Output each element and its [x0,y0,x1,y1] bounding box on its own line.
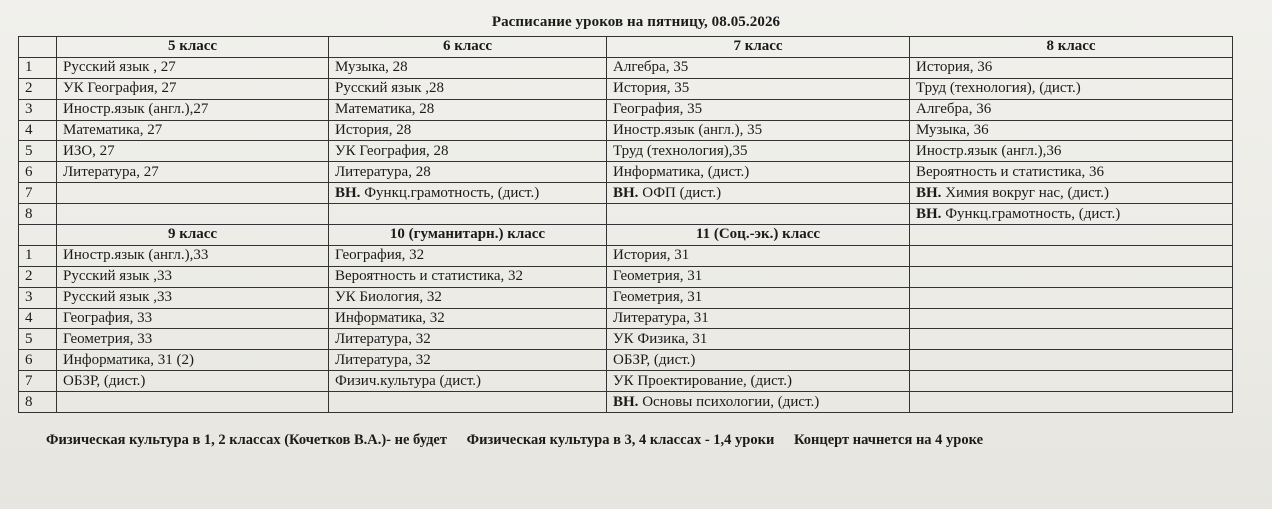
lesson-cell: УК Биология, 32 [329,287,607,308]
lesson-row [19,99,1233,120]
lesson-number: 4 [19,308,57,329]
lesson-cell [607,392,910,413]
lesson-cell: Математика, 28 [329,99,607,120]
lesson-cell [910,287,1233,308]
lesson-cell: Музыка, 36 [910,120,1233,141]
lesson-cell: ОБЗР, (дист.) [607,350,910,371]
lesson-cell: Информатика, 32 [329,308,607,329]
lesson-cell [910,371,1233,392]
lesson-cell: Информатика, 31 (2) [57,350,329,371]
lesson-row [19,308,1233,329]
lesson-number: 2 [19,266,57,287]
lesson-number: 2 [19,78,57,99]
schedule-table [18,36,1233,413]
lesson-cell [910,392,1233,413]
lesson-row [19,162,1233,183]
lesson-cell: История, 36 [910,57,1233,78]
lesson-cell [607,204,910,225]
lesson-number: 6 [19,350,57,371]
lesson-cell: Литература, 31 [607,308,910,329]
extracurricular-marker: ВН. [916,184,942,201]
lesson-cell [910,266,1233,287]
page-title: Расписание уроков на пятницу, 08.05.2026 [491,14,781,30]
lesson-cell: УК География, 27 [57,78,329,99]
lesson-number: 7 [19,183,57,204]
lesson-cell: География, 32 [329,245,607,266]
lesson-cell: Алгебра, 35 [607,57,910,78]
lesson-cell: География, 35 [607,99,910,120]
lesson-cell: Математика, 27 [57,120,329,141]
lesson-cell: История, 35 [607,78,910,99]
lesson-cell: ИЗО, 27 [57,141,329,162]
lesson-cell: Литература, 32 [329,329,607,350]
class-header: 9 класс [57,225,329,246]
lesson-number: 7 [19,371,57,392]
lesson-cell: Иностр.язык (англ.), 35 [607,120,910,141]
lesson-row [19,287,1233,308]
header-corner-cell [19,37,57,58]
footer-notes [46,432,1246,449]
lesson-cell [607,183,910,204]
lesson-row [19,266,1233,287]
lesson-cell [910,308,1233,329]
footer-note-concert: Концерт начнется на 4 уроке [793,432,984,448]
lesson-number: 5 [19,141,57,162]
lesson-cell: Вероятность и статистика, 36 [910,162,1233,183]
lesson-cell: Труд (технология), (дист.) [910,78,1233,99]
lesson-number: 8 [19,204,57,225]
lesson-cell: Вероятность и статистика, 32 [329,266,607,287]
lesson-cell: УК Проектирование, (дист.) [607,371,910,392]
lesson-row [19,329,1233,350]
lesson-text: ОФП (дист.) [638,184,722,201]
extracurricular-marker: ВН. [335,184,361,201]
lesson-cell: Литература, 28 [329,162,607,183]
class-header: 8 класс [910,37,1233,58]
extracurricular-marker: ВН. [916,205,942,222]
lesson-row [19,371,1233,392]
lesson-row [19,183,1233,204]
lesson-cell: Литература, 32 [329,350,607,371]
lesson-text: Функц.грамотность, (дист.) [360,184,540,201]
lesson-row [19,392,1233,413]
lesson-cell: Геометрия, 31 [607,266,910,287]
lesson-cell: Физич.культура (дист.) [329,371,607,392]
lesson-number: 6 [19,162,57,183]
lesson-cell [57,183,329,204]
lesson-cell [329,392,607,413]
lesson-number: 5 [19,329,57,350]
class-header: 7 класс [607,37,910,58]
class-header: 5 класс [57,37,329,58]
lesson-number: 3 [19,99,57,120]
extracurricular-marker: ВН. [613,184,639,201]
lesson-cell: Информатика, (дист.) [607,162,910,183]
lesson-row [19,350,1233,371]
lesson-cell [910,350,1233,371]
lesson-cell: УК Физика, 31 [607,329,910,350]
class-header: 10 (гуманитарн.) класс [329,225,607,246]
lesson-cell: Труд (технология),35 [607,141,910,162]
lesson-cell: Музыка, 28 [329,57,607,78]
lesson-cell: Иностр.язык (англ.),33 [57,245,329,266]
lesson-cell: Иностр.язык (англ.),27 [57,99,329,120]
lesson-number: 1 [19,57,57,78]
lesson-cell [910,245,1233,266]
lesson-cell: История, 31 [607,245,910,266]
class-header: 6 класс [329,37,607,58]
lesson-cell [910,329,1233,350]
lesson-cell: Литература, 27 [57,162,329,183]
lesson-cell: История, 28 [329,120,607,141]
lesson-number: 4 [19,120,57,141]
lesson-cell [329,183,607,204]
lesson-row [19,78,1233,99]
lesson-cell [57,204,329,225]
header-row-top [19,37,1233,58]
lesson-cell [329,204,607,225]
lesson-cell: География, 33 [57,308,329,329]
lesson-row [19,120,1233,141]
lesson-cell: Русский язык , 27 [57,57,329,78]
lesson-row [19,245,1233,266]
lesson-text: Функц.грамотность, (дист.) [941,205,1121,222]
lesson-cell [910,204,1233,225]
lesson-cell [910,183,1233,204]
header-row-bottom [19,225,1233,246]
lesson-cell: Русский язык ,33 [57,287,329,308]
lesson-number: 1 [19,245,57,266]
lesson-cell: Геометрия, 31 [607,287,910,308]
lesson-row [19,141,1233,162]
footer-note-pe-34: Физическая культура в 3, 4 классах - 1,4 уроки [466,432,775,448]
lesson-number: 8 [19,392,57,413]
lesson-cell: Русский язык ,33 [57,266,329,287]
lesson-cell: Геометрия, 33 [57,329,329,350]
footer-note-pe-12: Физическая культура в 1, 2 классах (Кочетков В.А.)- не будет [46,432,447,448]
lesson-cell: ОБЗР, (дист.) [57,371,329,392]
lesson-text: Химия вокруг нас, (дист.) [941,184,1110,201]
lesson-cell: Алгебра, 36 [910,99,1233,120]
class-header: 11 (Соц.-эк.) класс [607,225,910,246]
lesson-cell: УК География, 28 [329,141,607,162]
lesson-text: Основы психологии, (дист.) [638,393,820,410]
extracurricular-marker: ВН. [613,393,639,410]
class-header [910,225,1233,246]
lesson-row [19,204,1233,225]
lesson-cell: Русский язык ,28 [329,78,607,99]
header-corner-cell [19,225,57,246]
lesson-cell [57,392,329,413]
lesson-row [19,57,1233,78]
lesson-number: 3 [19,287,57,308]
lesson-cell: Иностр.язык (англ.),36 [910,141,1233,162]
